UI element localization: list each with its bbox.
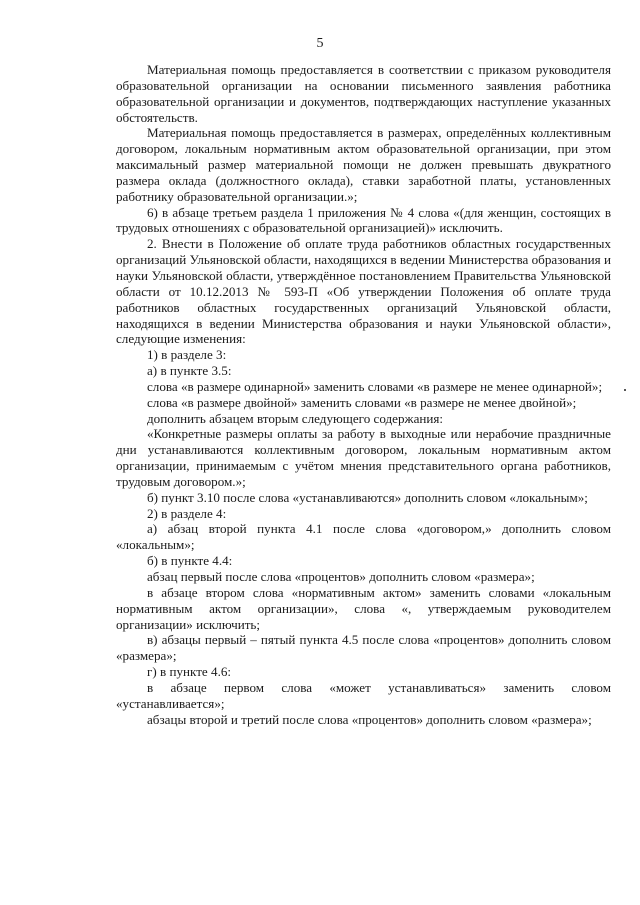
list-item: г) в пункте 4.6: — [147, 664, 232, 680]
document-body — [116, 62, 611, 727]
list-item: а) абзац второй пункта 4.1 после слова «договором,» дополнить словом «локальным»; — [116, 521, 611, 553]
paragraph: слова «в размере одинарной» заменить словами «в размере не менее одинарной»; — [147, 378, 603, 394]
list-item: 1) в разделе 3: — [147, 347, 227, 363]
paragraph: Материальная помощь предоставляется в размерах, определённых коллективным договором, локальным нормативным актом образовательной организации, при этом максимальный размер материальной помощи не должен превышать двукратного размера оклада (должностного оклада), ставки заработной платы, установленных работнику образовательной организации.»; — [116, 125, 611, 204]
page-number: 5 — [316, 36, 324, 51]
list-item: б) в пункте 4.4: — [147, 553, 233, 569]
paragraph: слова «в размере двойной» заменить словами «в размере не менее двойной»; — [147, 394, 577, 410]
paragraph: в абзаце втором слова «нормативным актом» заменить словами «локальным нормативным актом организации», слова «, утверждаемым руководителем организации» исключить; — [116, 584, 611, 632]
paragraph: абзац первый после слова «процентов» дополнить словом «размера»; — [147, 569, 535, 584]
list-item: б) пункт 3.10 после слова «устанавливаются» дополнить словом «локальным»; — [147, 489, 588, 505]
list-item: а) в пункте 3.5: — [147, 363, 232, 379]
list-item: в) абзацы первый – пятый пункта 4.5 после слова «процентов» дополнить словом «размера»; — [116, 632, 611, 664]
paragraph: 2. Внести в Положение об оплате труда работников областных государственных организаций Ульяновской области, находящихся в ведении Министерства образования и науки Ульяновской области, утверждённое постановлением Правительства Ульяновской области от 10.12.2013 № 593-П «Об утверждении Положения об оплате труда работников областных государственных организаций Ульяновской области, находящихся в ведении Министерства образования и науки Ульяновской области», следующие изменения: — [116, 236, 611, 347]
paragraph: в абзаце первом слова «может устанавливаться» заменить словом «устанавливается»; — [116, 679, 611, 711]
paragraph: абзацы второй и третий после слова «процентов» дополнить словом «размера»; — [147, 711, 592, 727]
list-item: 2) в разделе 4: — [147, 505, 227, 521]
paragraph: Материальная помощь предоставляется в соответствии с приказом руководителя образовательной организации на основании письменного заявления работника образовательной организации и документов, подтверждающих наступление указанных обстоятельств. — [116, 62, 611, 125]
paragraph: 6) в абзаце третьем раздела 1 приложения № 4 слова «(для женщин, состоящих в трудовых отношениях с образовательной организацией)» исключить. — [116, 204, 611, 236]
scan-speck — [624, 389, 626, 391]
paragraph: дополнить абзацем вторым следующего содержания: — [147, 410, 444, 426]
paragraph: «Конкретные размеры оплаты за работу в выходные или нерабочие праздничные дни устанавливаются коллективным договором, локальным нормативным актом организации, принимаемым с учётом мнения представительного органа работников, трудовым договором.»; — [116, 426, 611, 489]
